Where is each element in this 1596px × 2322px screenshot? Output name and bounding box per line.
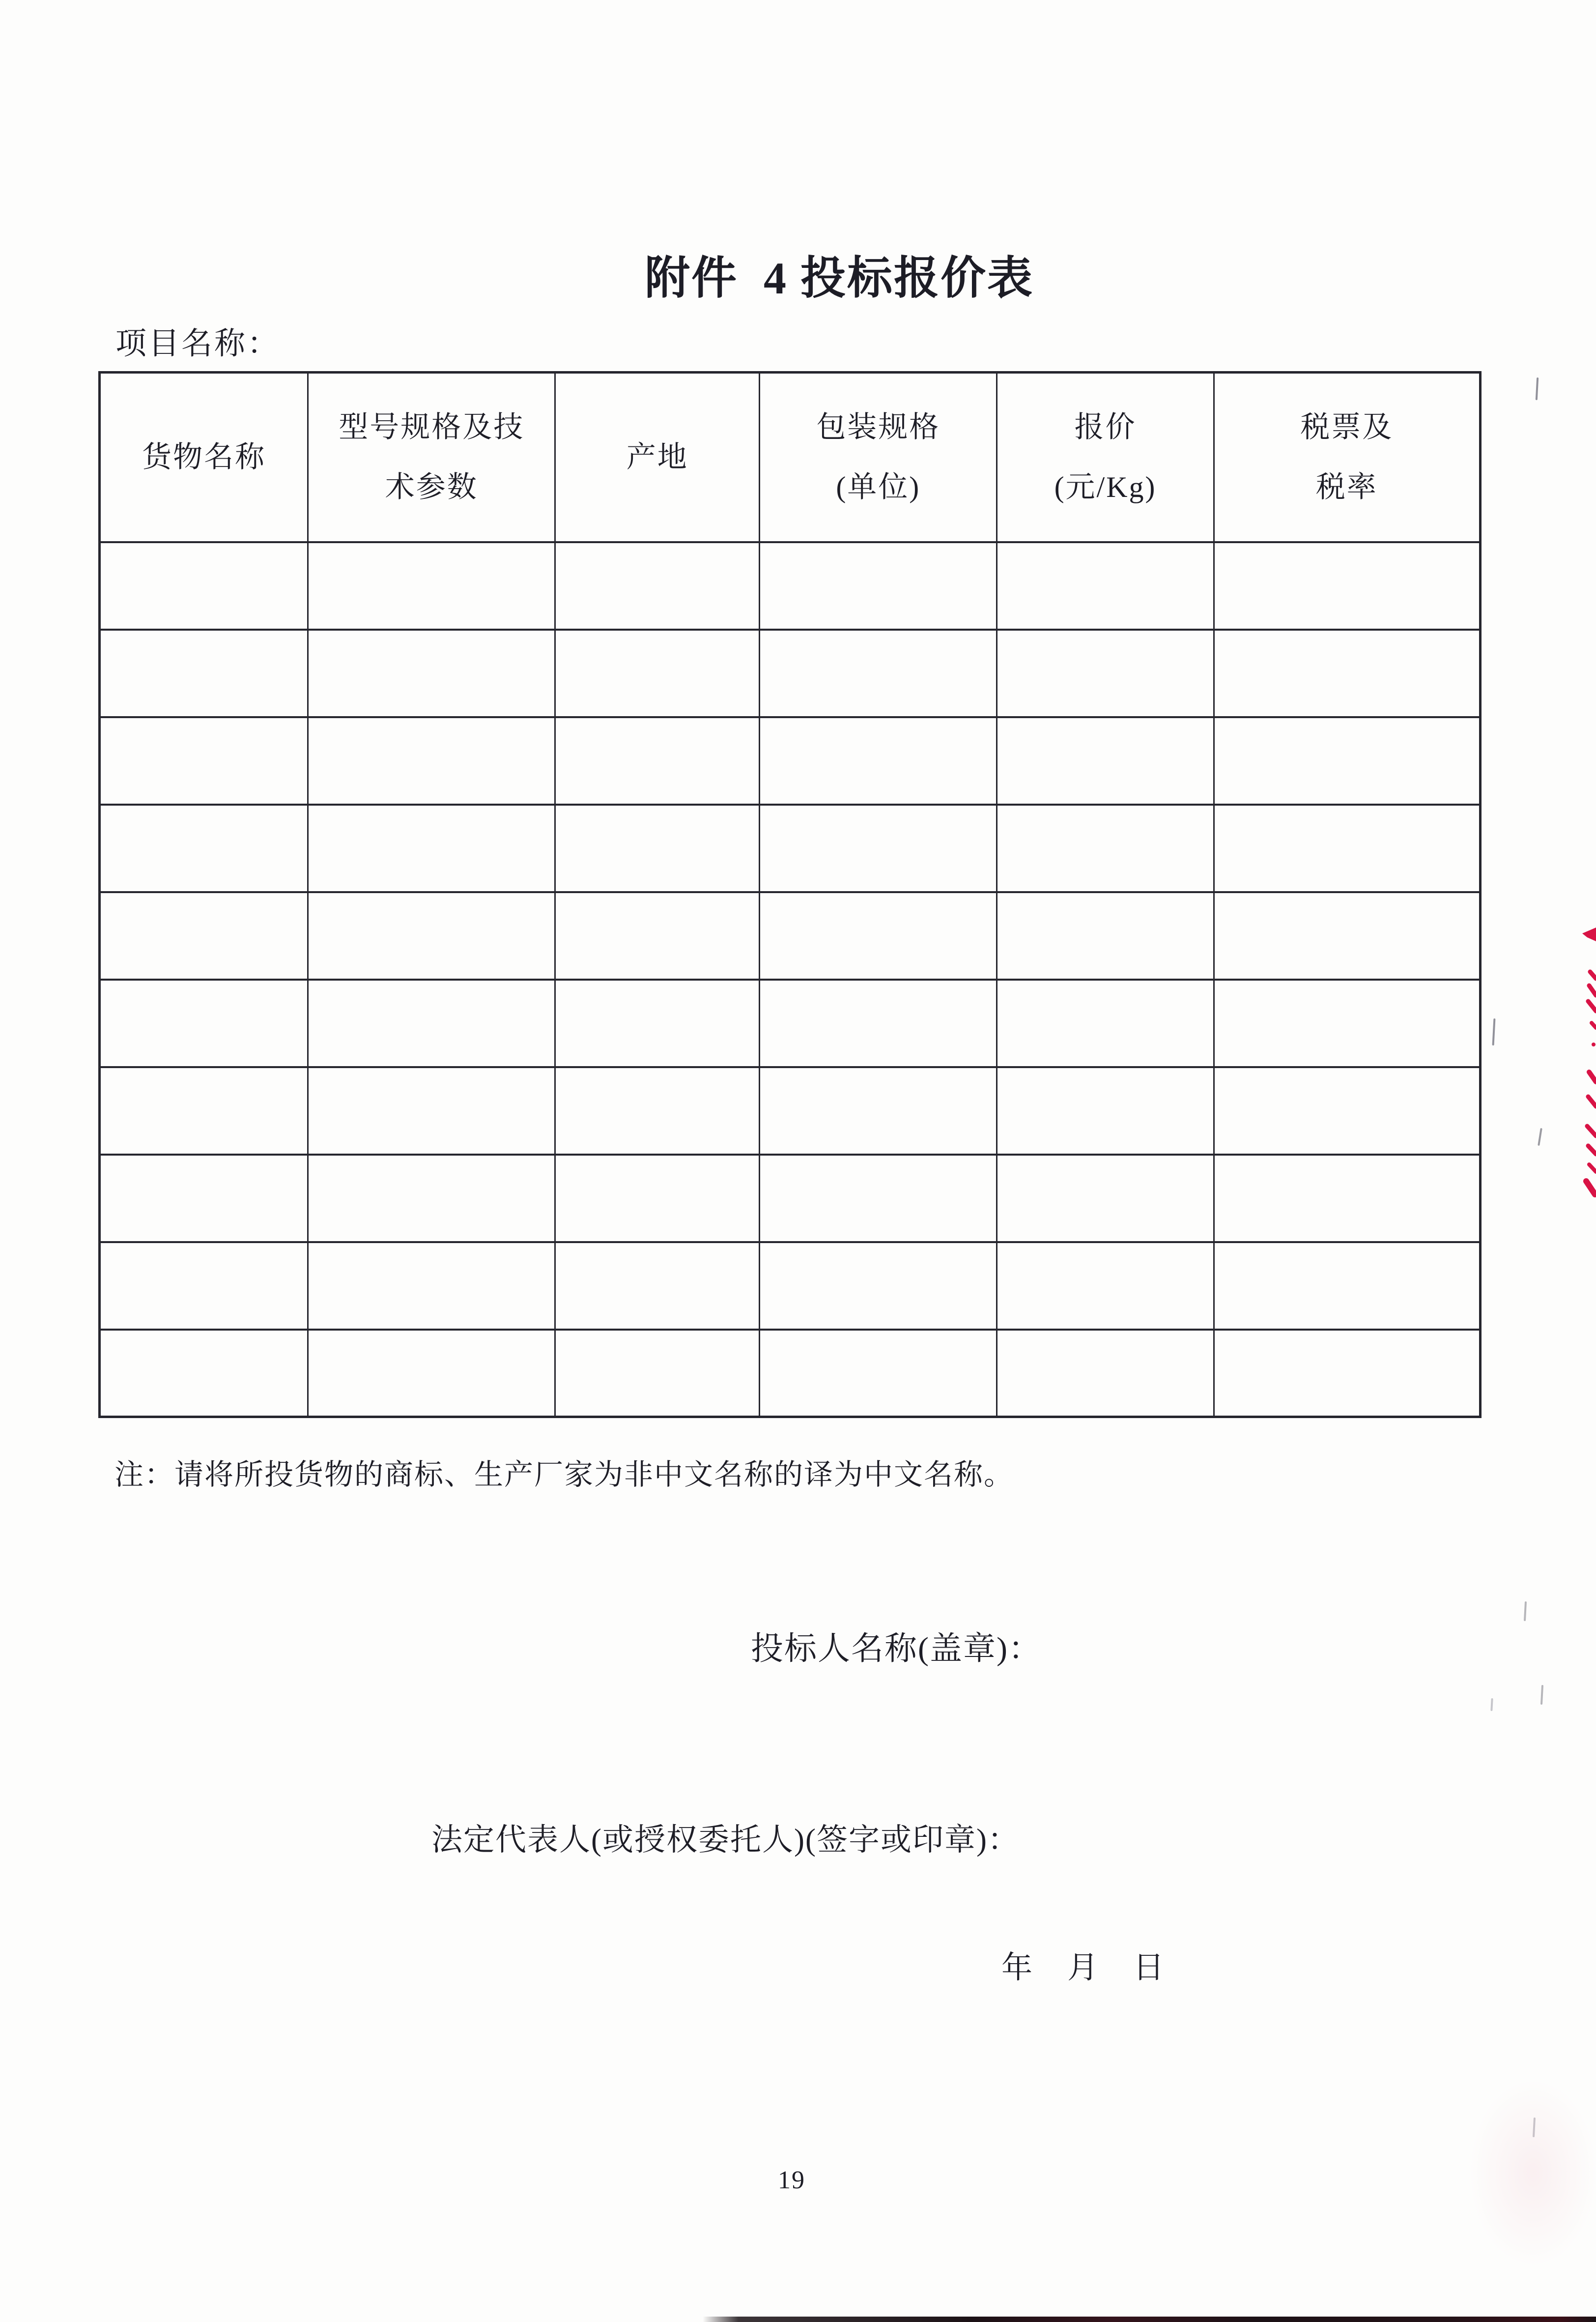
header-cell-line: 报价	[1074, 411, 1137, 444]
table-cell-empty	[555, 980, 760, 1067]
table-cell-empty	[555, 542, 760, 630]
table-row	[100, 1155, 1481, 1242]
table-cell-empty	[1214, 542, 1480, 630]
table-cell-empty	[308, 1067, 555, 1155]
pen-mark	[1536, 377, 1539, 400]
table-row	[100, 892, 1481, 980]
table-cell-empty	[100, 1067, 308, 1155]
header-row	[100, 373, 1481, 542]
table-cell-empty	[997, 717, 1214, 805]
pen-mark	[1540, 1685, 1543, 1705]
table-cell-empty	[308, 980, 555, 1067]
legal-representative-label: 法定代表人(或授权委托人)(签字或印章)：	[431, 1823, 1020, 1857]
table-cell-empty	[760, 805, 997, 892]
table-cell-empty	[1214, 1330, 1480, 1417]
table-row	[100, 980, 1481, 1067]
table-cell-empty	[1214, 717, 1480, 805]
table-cell-empty	[308, 1242, 555, 1330]
table-cell-empty	[308, 630, 555, 717]
table-cell-empty	[760, 1242, 997, 1330]
table-cell-empty	[760, 892, 997, 980]
table-cell-empty	[760, 542, 997, 630]
table-row	[100, 717, 1481, 805]
pen-mark	[1538, 1128, 1542, 1146]
table-cell-empty	[555, 805, 760, 892]
table-cell-empty	[555, 1067, 760, 1155]
table-row	[100, 1242, 1481, 1330]
table-row	[100, 1067, 1481, 1155]
table-cell-empty	[997, 1242, 1214, 1330]
header-cell-line: 术参数	[385, 471, 478, 504]
table-cell-empty	[100, 630, 308, 717]
table-cell-empty	[1214, 805, 1480, 892]
table-cell-empty	[100, 892, 308, 980]
page-number: 19	[778, 2166, 805, 2194]
note-text: 注：请将所投货物的商标、生产厂家为非中文名称的译为中文名称。	[114, 1458, 1014, 1491]
table-row	[100, 1330, 1481, 1417]
table-cell-empty	[1214, 892, 1480, 980]
header-cell-line: 包装规格	[816, 411, 940, 444]
table-cell-empty	[555, 1242, 760, 1330]
quote-table	[98, 371, 1482, 1418]
table-cell-empty	[100, 717, 308, 805]
table-cell-empty	[100, 1242, 308, 1330]
table-cell-empty	[308, 1155, 555, 1242]
table-cell-empty	[760, 1067, 997, 1155]
table-cell-empty	[997, 805, 1214, 892]
header-cell-line: 税票及	[1300, 411, 1394, 444]
header-cell-1	[308, 373, 555, 542]
table-row	[100, 805, 1481, 892]
table-row	[100, 630, 1481, 717]
table-cell-empty	[997, 630, 1214, 717]
table-cell-empty	[308, 1330, 555, 1417]
table-cell-empty	[100, 1155, 308, 1242]
table-cell-empty	[100, 805, 308, 892]
table-cell-empty	[760, 717, 997, 805]
page-title: 附件 4 投标报价表	[645, 253, 1034, 303]
table-body	[100, 542, 1481, 1417]
header-cell-line: (元/Kg)	[1054, 471, 1157, 504]
table-row	[100, 542, 1481, 630]
header-cell-line: 税率	[1315, 471, 1378, 504]
table-cell-empty	[555, 892, 760, 980]
table-cell-empty	[997, 980, 1214, 1067]
table-cell-empty	[997, 1067, 1214, 1155]
table-cell-empty	[997, 542, 1214, 630]
table-cell-empty	[555, 1155, 760, 1242]
table-cell-empty	[308, 717, 555, 805]
pen-mark	[1490, 1698, 1493, 1711]
table-cell-empty	[760, 1330, 997, 1417]
table-cell-empty	[997, 1330, 1214, 1417]
header-cell-line: 产地	[626, 441, 688, 474]
table-cell-empty	[760, 980, 997, 1067]
table-cell-empty	[1214, 980, 1480, 1067]
table-cell-empty	[308, 542, 555, 630]
table-cell-empty	[555, 630, 760, 717]
table-cell-empty	[1214, 630, 1480, 717]
table-cell-empty	[555, 1330, 760, 1417]
header-cell-5	[1214, 373, 1480, 542]
table-cell-empty	[555, 717, 760, 805]
table-cell-empty	[100, 980, 308, 1067]
header-cell-0	[100, 373, 308, 542]
date-line: 年 月 日	[1001, 1950, 1166, 1985]
pen-mark	[1524, 1601, 1527, 1621]
paper-stain	[1469, 2079, 1596, 2266]
header-cell-4	[997, 373, 1214, 542]
header-cell-3	[760, 373, 997, 542]
table-cell-empty	[308, 805, 555, 892]
table-cell-empty	[100, 542, 308, 630]
table-cell-empty	[760, 630, 997, 717]
header-cell-2	[555, 373, 760, 542]
table-cell-empty	[1214, 1067, 1480, 1155]
table-cell-empty	[308, 892, 555, 980]
scan-edge-shadow	[703, 2317, 1596, 2322]
header-cell-line: 型号规格及技	[339, 411, 525, 444]
red-seal-fragment	[1575, 927, 1596, 1202]
header-cell-line: 货物名称	[142, 441, 266, 474]
table-cell-empty	[100, 1330, 308, 1417]
table-cell-empty	[997, 1155, 1214, 1242]
project-name-label: 项目名称：	[115, 326, 280, 361]
bidder-name-label: 投标人名称(盖章)：	[751, 1631, 1042, 1667]
table-cell-empty	[1214, 1242, 1480, 1330]
table-cell-empty	[997, 892, 1214, 980]
table-cell-empty	[760, 1155, 997, 1242]
pen-mark	[1492, 1018, 1496, 1045]
table-cell-empty	[1214, 1155, 1480, 1242]
header-cell-line: (单位)	[836, 471, 921, 504]
